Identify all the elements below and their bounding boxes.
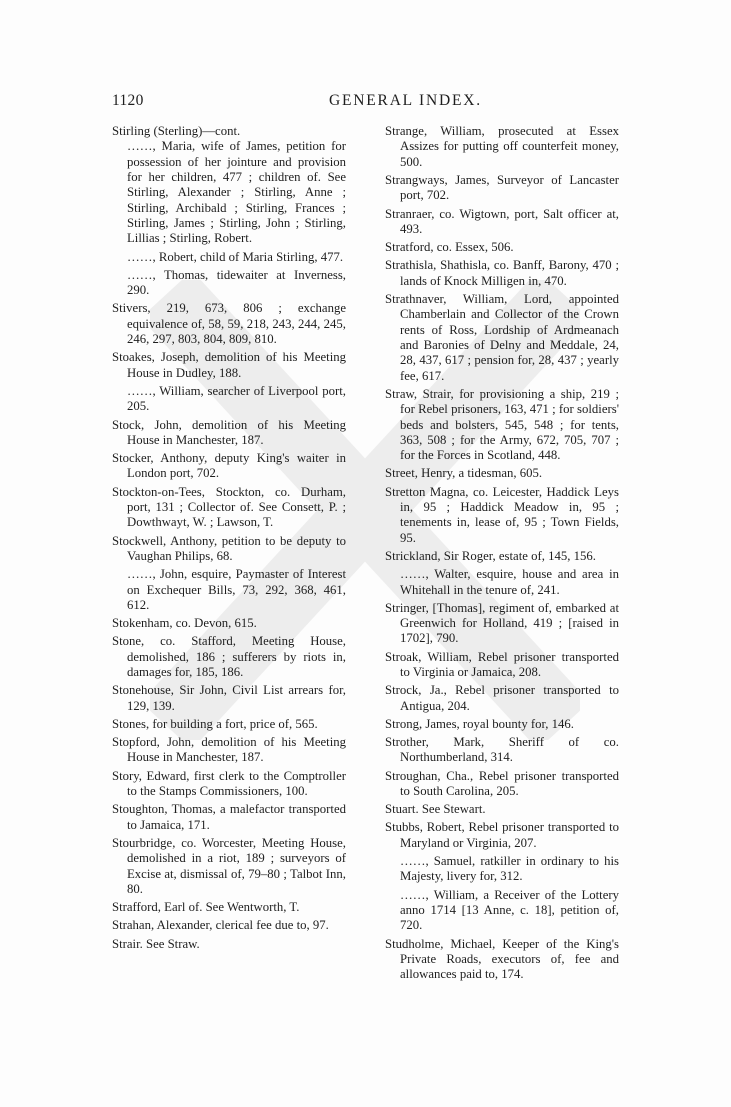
index-entry: Stirling (Sterling)—cont.: [112, 124, 241, 138]
index-entry: Story, Edward, first clerk to the Comptroller to the Stamps Commissioners, 100.: [112, 768, 346, 798]
index-entry: ……, Samuel, ratkiller in ordinary to his Majesty, livery for, 312.: [400, 854, 619, 884]
index-entry: Strickland, Sir Roger, estate of, 145, 156.: [385, 548, 596, 563]
index-entry: ……, Walter, esquire, house and area in Whitehall in the tenure of, 241.: [400, 567, 619, 597]
index-entry: Strathnaver, William, Lord, appointed Chamberlain and Collector of the Crown rents of Ross, Lordship of Ardmeanach and Baronies of Delny and Meddale, 24, 28, 437, 617 ; pension for, 28, 437 ; yearly fee, 617.: [385, 291, 619, 383]
index-entry: Strock, Ja., Rebel prisoner transported to Antigua, 204.: [385, 683, 619, 713]
index-entry: Strother, Mark, Sheriff of co. Northumberland, 314.: [385, 735, 619, 765]
index-entry: Strong, James, royal bounty for, 146.: [385, 716, 574, 731]
index-entry: Stringer, [Thomas], regiment of, embarked at Greenwich for Holland, 419 ; [raised in 1702], 790.: [385, 600, 619, 646]
index-entry: Stranraer, co. Wigtown, port, Salt officer at, 493.: [385, 206, 619, 236]
index-column-left: [112, 124, 346, 955]
index-entry: Stroughan, Cha., Rebel prisoner transported to South Carolina, 205.: [385, 768, 619, 798]
index-entry: Stroak, William, Rebel prisoner transported to Virginia or Jamaica, 208.: [385, 649, 619, 680]
index-entry: Stubbs, Robert, Rebel prisoner transported to Maryland or Virginia, 207.: [385, 820, 619, 850]
index-entry: Stokenham, co. Devon, 615.: [112, 616, 257, 631]
index-entry: Stratford, co. Essex, 506.: [385, 240, 514, 255]
index-entry: Stivers, 219, 673, 806 ; exchange equivalence of, 58, 59, 218, 243, 244, 245, 246, 297, 803, 804, 809, 810.: [112, 301, 346, 347]
index-entry: Stock, John, demolition of his Meeting House in Manchester, 187.: [112, 417, 346, 447]
running-title: GENERAL INDEX.: [329, 92, 482, 109]
index-entry: Stones, for building a fort, price of, 565.: [112, 716, 318, 731]
page-number: 1120: [112, 92, 144, 109]
index-entry: ……, William, searcher of Liverpool port, 205.: [127, 383, 346, 414]
index-entry: ……, William, a Receiver of the Lottery anno 1714 [13 Anne, c. 18], petition of, 720.: [400, 887, 619, 933]
index-entry: Stone, co. Stafford, Meeting House, demolished, 186 ; sufferers by riots in, damages for, 185, 186.: [112, 634, 346, 680]
index-column-right: [385, 124, 619, 985]
index-entry: Street, Henry, a tidesman, 605.: [385, 466, 543, 481]
index-entry: Strathisla, Shathisla, co. Banff, Barony, 470 ; lands of Knock Milligen in, 470.: [385, 258, 619, 288]
index-entry: Strair. See Straw.: [112, 936, 200, 951]
index-entry: Stretton Magna, co. Leicester, Haddick Leys in, 95 ; Haddick Meadow in, 95 ; tenements in, lease of, 95 ; Town Fields, 95.: [385, 484, 619, 545]
index-entry: Strange, William, prosecuted at Essex Assizes for putting off counterfeit money, 500.: [385, 124, 619, 169]
index-entry: Stourbridge, co. Worcester, Meeting House, demolished in a riot, 189 ; surveyors of Excise at, dismissal of, 79–80 ; Talbot Inn, 80.: [112, 835, 346, 896]
index-entry: Stopford, John, demolition of his Meeting House in Manchester, 187.: [112, 735, 346, 765]
index-entry: Stonehouse, Sir John, Civil List arrears for, 129, 139.: [112, 683, 346, 713]
index-entry: Studholme, Michael, Keeper of the King's Private Roads, executors of, fee and allowances paid to, 174.: [385, 936, 619, 982]
index-entry: Stocker, Anthony, deputy King's waiter in London port, 702.: [112, 451, 346, 481]
index-entry: Stockton-on-Tees, Stockton, co. Durham, port, 131 ; Collector of. See Consett, P. ; Dowthwayt, W. ; Lawson, T.: [112, 484, 346, 530]
index-entry: ……, Maria, wife of James, petition for possession of her jointure and provision for her children, 477 ; children of. See Stirling, Alexander ; Stirling, Anne ; Stirling, Archibald ; Stirling, Frances ; Stirling, James ; Stirling, John ; Stirling, Lillias ; Stirling, Robert.: [127, 139, 346, 246]
index-entry: Stuart. See Stewart.: [385, 802, 486, 817]
page-header: [112, 92, 659, 116]
index-entry: ……, Robert, child of Maria Stirling, 477.: [127, 249, 344, 264]
index-entry: Stoughton, Thomas, a malefactor transported to Jamaica, 171.: [112, 802, 346, 832]
index-entry: Stoakes, Joseph, demolition of his Meeting House in Dudley, 188.: [112, 350, 346, 380]
index-entry: Strafford, Earl of. See Wentworth, T.: [112, 900, 300, 915]
index-entry: ……, Thomas, tidewaiter at Inverness, 290.: [127, 267, 346, 298]
index-entry: Strangways, James, Surveyor of Lancaster port, 702.: [385, 172, 619, 203]
index-entry: Stockwell, Anthony, petition to be deputy to Vaughan Philips, 68.: [112, 533, 346, 563]
index-entry: ……, John, esquire, Paymaster of Interest on Exchequer Bills, 73, 292, 368, 461, 612.: [127, 567, 346, 612]
index-entry: Strahan, Alexander, clerical fee due to, 97.: [112, 918, 329, 933]
index-entry: Straw, Strair, for provisioning a ship, 219 ; for Rebel prisoners, 163, 471 ; for soldiers' beds and bolsters, 545, 548 ; for tents, 363, 508 ; for the Army, 672, 705, 707 ; for the Forces in Scotland, 448.: [385, 386, 619, 463]
